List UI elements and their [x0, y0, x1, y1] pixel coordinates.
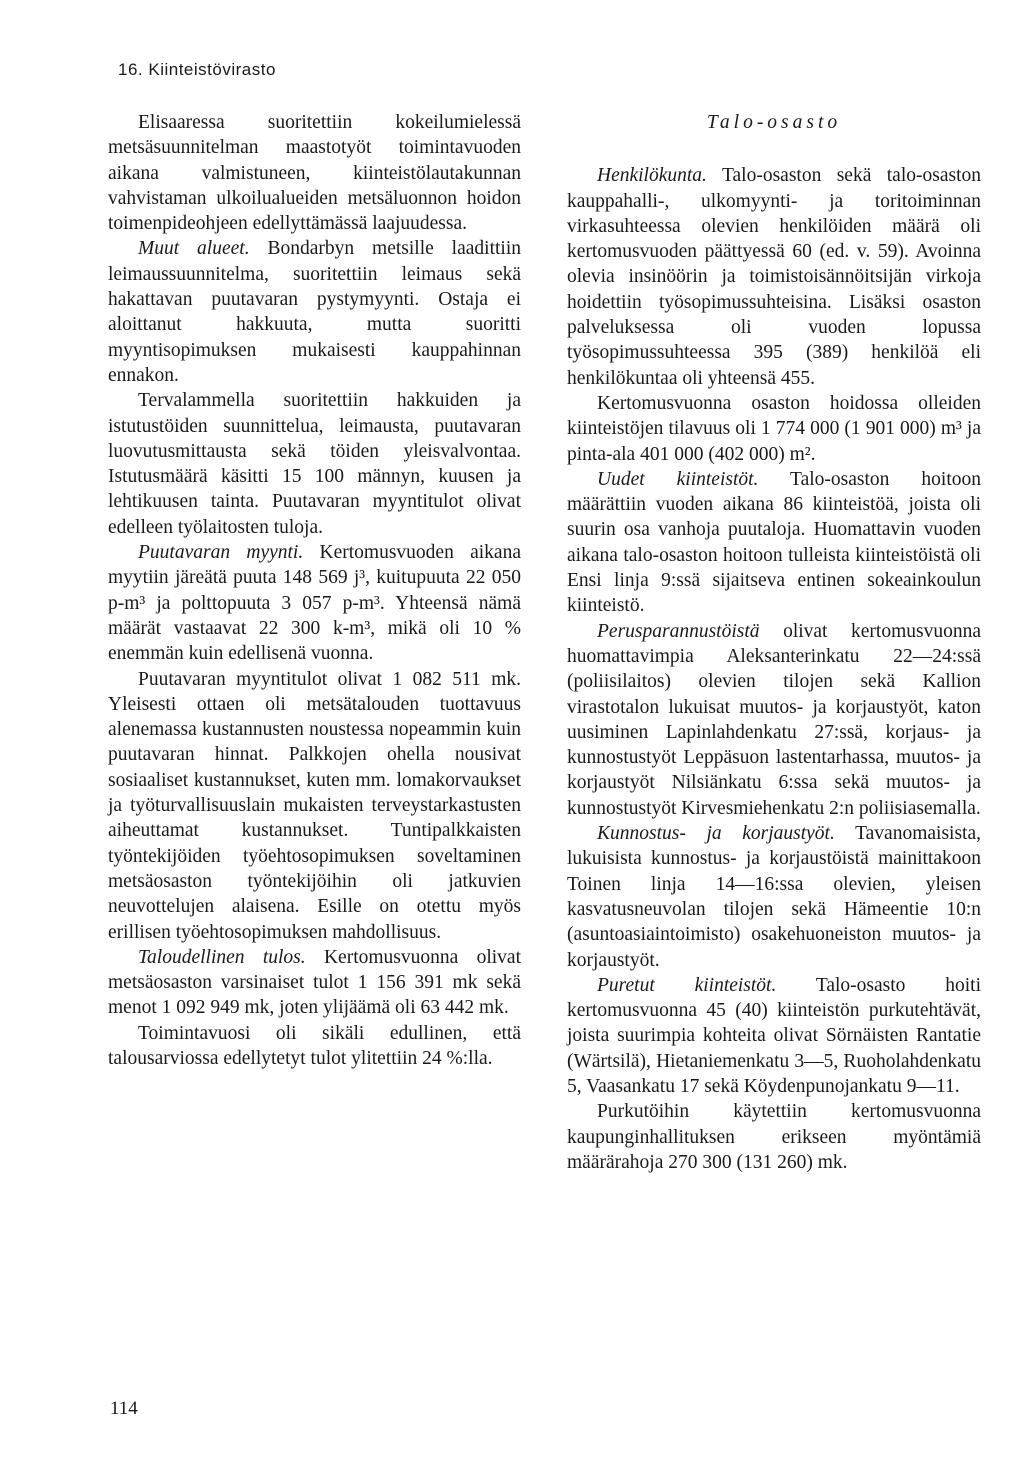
text-perusparannustoista: olivat kertomusvuonna huomattavimpia Aleksanterinkatu 22—24:ssä (poliisilaitos) olevien tilojen sekä Kallion virastotalon lukuisat muutos- ja korjaustyöt, katon uusiminen Lapinlahdenkatu 27:ssä, korjaus- ja kunnostustyöt Leppäsuon lastentarhassa, muutos- ja korjaustyöt Nilsiänkatu 6:ssa sekä muutos- ja kunnostustyöt Kirvesmiehenkatu 2:n poliisiasemalla.: [567, 620, 981, 819]
heading-perusparannustoista: Perusparannustöistä: [597, 620, 760, 642]
section-title: Talo-osasto: [706, 112, 842, 133]
paragraph-henkilokunta: [567, 163, 981, 391]
heading-kunnostus: Kunnostus- ja korjaustyöt.: [597, 823, 835, 845]
paragraph-uudet-kiinteistot: [567, 467, 981, 619]
paragraph-kunnostus: [567, 821, 981, 973]
text-taloudellinen-tulos: Kertomusvuonna olivat metsäosaston varsinaiset tulot 1 156 391 mk sekä menot 1 092 949 mk, joten ylijäämä oli 63 442 mk.: [108, 946, 521, 1019]
text-kunnostus: Tavanomaisista, lukuisista kunnostus- ja korjaustöistä mainittakoon Toinen linja 14—16:ssa olevien, yleisen kasvatusneuvolan tilojen sekä Hämeentie 10:n (asuntoasiaintoimisto) osakehuoneiston muutos- ja korjaustyöt.: [567, 823, 981, 971]
paragraph-puutavaran-myynti: [108, 540, 521, 666]
paragraph-toimintavuosi: Toimintavuosi oli sikäli edullinen, että talousarviossa edellytetyt tulot ylitettiin 24 %:lla.: [108, 1022, 521, 1069]
heading-muut-alueet: Muut alueet.: [138, 238, 250, 260]
paragraph-kiinteistot-tilavuus: Kertomusvuonna osaston hoidossa olleiden kiinteistöjen tilavuus oli 1 774 000 (1 901 000) m³ ja pinta-ala 401 000 (402 000) m².: [567, 392, 981, 465]
text-muut-alueet: Bondarbyn metsille laadittiin leimaussuunnitelma, suoritettiin leimaus sekä hakattavan puutavaran pystymyynti. Ostaja ei aloittanut hakkuuta, mutta suoritti myyntisopimuksen mukaisesti kauppahinnan ennakon.: [108, 238, 521, 386]
running-header: 16. Kiinteistövirasto: [118, 60, 276, 79]
heading-puutavaran-myynti: Puutavaran myynti.: [138, 542, 304, 564]
paragraph-puretut: [567, 973, 981, 1099]
left-column: [108, 110, 521, 1071]
paragraph-perusparannustoista: [567, 619, 981, 821]
paragraph-purkutoihin: Purkutöihin käytettiin kertomusvuonna kaupunginhallituksen erikseen myöntämiä määrärahoja 270 300 (131 260) mk.: [567, 1101, 981, 1173]
text-puutavaran-myynti: Kertomusvuoden aikana myytiin järeätä puuta 148 569 j³, kuitupuuta 22 050 p-m³ ja polttopuuta 3 057 p-m³. Yhteensä nämä määrät vastaavat 22 300 k-m³, mikä oli 10 % enemmän kuin edellisenä vuonna.: [108, 542, 521, 665]
heading-henkilokunta: Henkilökunta.: [597, 165, 707, 187]
paragraph-myyntitulot: Puutavaran myyntitulot olivat 1 082 511 mk. Yleisesti ottaen oli metsätalouden tuottavuus alenemassa kustannusten noustessa nopeammin kuin puutavaran hinnat. Palkkojen ohella nousivat sosiaaliset kustannukset, kuten mm. lomakorvaukset ja työturvallisuuslain mukaisten terveystarkastusten aiheuttamat kustannukset. Tuntipalkkaisten työntekijöiden työehtosopimuksen soveltaminen metsäosaston työntekijöihin oli jatkuvien neuvottelujen alaisena. Esille on otettu myös erillisen työehtosopimuksen mahdollisuus.: [108, 668, 521, 943]
paragraph-taloudellinen-tulos: [108, 945, 521, 1021]
heading-puretut: Puretut kiinteistöt.: [597, 974, 777, 996]
paragraph-muut-alueet: [108, 236, 521, 388]
paragraph-elisaari: Elisaaressa suoritettiin kokeilumielessä metsäsuunnitelman maastotyöt toimintavuoden aikana valmistuneen, kiinteistölautakunnan vahvistaman ulkoilualueiden metsäluonnon hoidon toimenpideohjeen edellyttämässä laajuudessa.: [108, 112, 521, 235]
text-puretut: Talo-osasto hoiti kertomusvuonna 45 (40) kiinteistön purkutehtävät, joista suurimpia kohteita olivat Sörnäisten Rantatie (Wärtsilä), Hietaniemenkatu 3—5, Ruoholahdenkatu 5, Vaasankatu 17 sekä Köydenpunojankatu 9—11.: [567, 974, 981, 1097]
right-column: [567, 110, 981, 1175]
text-henkilokunta: Talo-osaston sekä talo-osaston kauppahalli-, ulkomyynti- ja toritoiminnan virkasuhteessa olevien henkilöiden määrä oli kertomusvuoden päättyessä 60 (ed. v. 59). Avoinna olevia insinöörin ja toimistoisännöitsijän virkoja hoidettiin työsopimussuhteisina. Lisäksi osaston palveluksessa oli vuoden lopussa työsopimussuhteessa 395 (389) henkilöä eli henkilökuntaa oli yhteensä 455.: [567, 165, 981, 389]
page-number: 114: [110, 1398, 138, 1419]
text-uudet-kiinteistot: Talo-osaston hoitoon määrättiin vuoden aikana 86 kiinteistöä, joista oli suurin osa vanhoja puutaloja. Huomattavin vuoden aikana talo-osaston hoitoon tulleista kiinteistöistä oli Ensi linja 9:ssä sijaitseva entinen sokeainkoulun kiinteistö.: [567, 468, 981, 617]
heading-uudet-kiinteistot: Uudet kiinteistöt.: [597, 468, 759, 490]
heading-taloudellinen-tulos: Taloudellinen tulos.: [138, 946, 306, 968]
paragraph-tervalampi: Tervalammella suoritettiin hakkuiden ja istutustöiden suunnittelua, leimausta, puutavaran luovutusmittausta sekä töiden yleisvalvontaa. Istutusmäärä käsitti 15 100 männyn, kuusen ja lehtikuusen tainta. Puutavaran myyntitulot olivat edelleen työlaitosten tuloja.: [108, 390, 521, 538]
